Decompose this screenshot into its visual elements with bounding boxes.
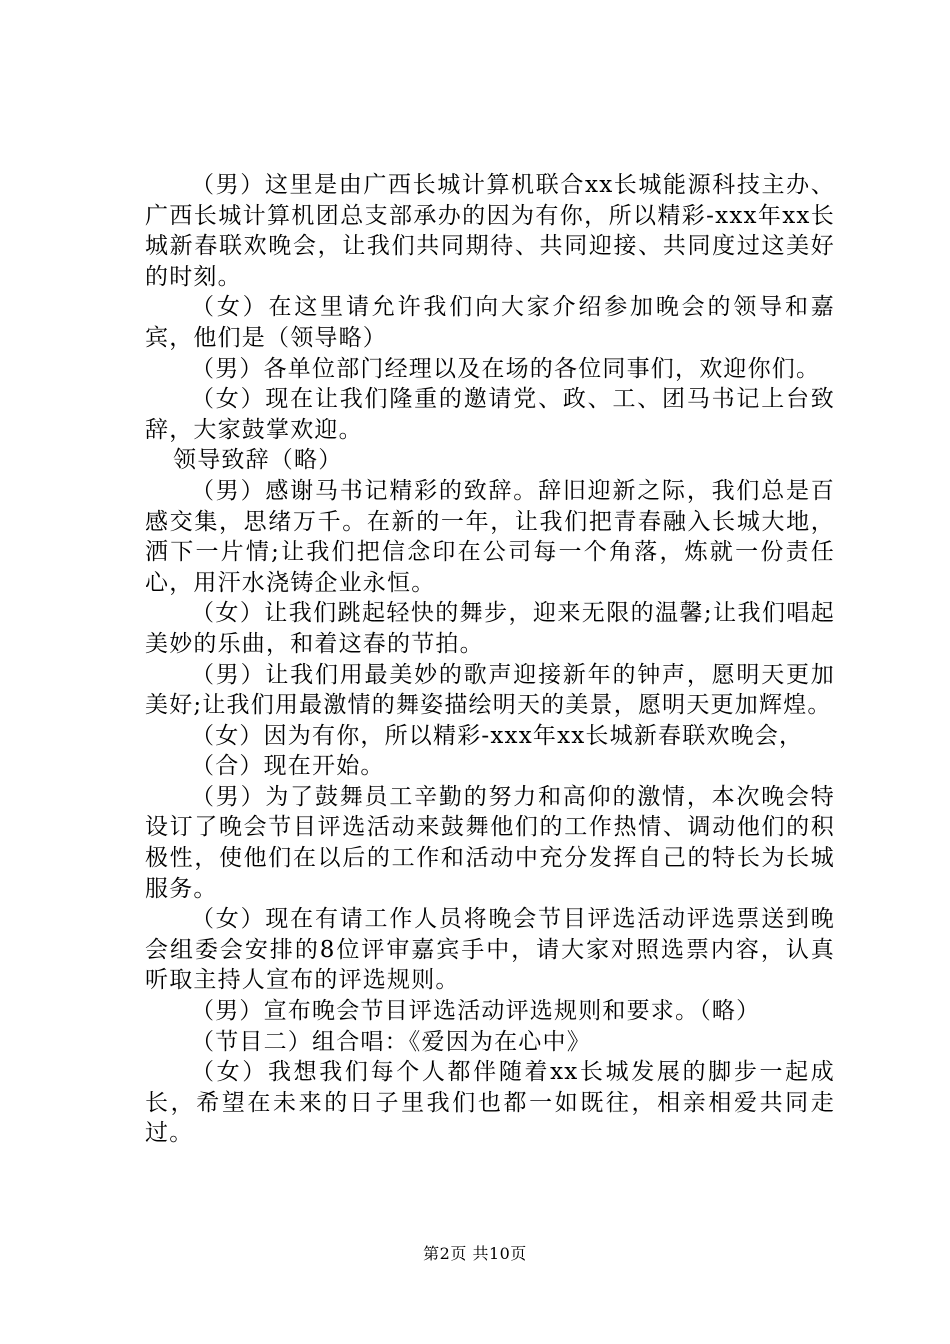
paragraph-welcome-male: （男）各单位部门经理以及在场的各位同事们，欢迎你们。 [191, 355, 821, 382]
paragraph-invite-female: （女）现在让我们隆重的邀请党、政、工、团马书记上台致辞，大家鼓掌欢迎。 [145, 386, 835, 443]
paragraph-ballots-female: （女）现在有请工作人员将晚会节目评选活动评选票送到晚会组委会安排的8位评审嘉宾手中，请大家对照选票内容，认真听取主持人宣布的评选规则。 [145, 906, 835, 994]
paragraph-program-two: （节目二）组合唱：《爱因为在心中》 [191, 1028, 591, 1055]
paragraph-together-start: （合）现在开始。 [191, 753, 385, 780]
paragraph-thanks-male: （男）感谢马书记精彩的致辞。辞旧迎新之际，我们总是百感交集，思绪万千。在新的一年，让我们把青春融入长城大地，洒下一片情;让我们把信念印在公司每一个角落，炼就一份责任心，用汗水浇铸企业永恒。 [145, 477, 835, 596]
paragraph-guests-female: （女）在这里请允许我们向大家介绍参加晚会的领导和嘉宾，他们是（领导略） [145, 294, 835, 351]
page-footer: 第2页 共10页 [423, 1244, 527, 1263]
paragraph-leader-speech: 领导致辞（略） [173, 447, 343, 474]
paragraph-evaluation-male: （男）为了鼓舞员工辛勤的努力和高仰的激情，本次晚会特设订了晚会节目评选活动来鼓舞他们的工作热情、调动他们的积极性，使他们在以后的工作和活动中充分发挥自己的特长为长城服务。 [145, 783, 835, 902]
paragraph-rules-male: （男）宣布晚会节目评选活动评选规则和要求。（略） [191, 998, 761, 1025]
paragraph-gala-female: （女）因为有你，所以精彩-xxx年xx长城新春联欢晚会， [191, 722, 804, 749]
paragraph-intro-male: （男）这里是由广西长城计算机联合xx长城能源科技主办、广西长城计算机团总支部承办的因为有你，所以精彩-xxx年xx长城新春联欢晚会，让我们共同期待、共同迎接、共同度过这美好的时刻。 [145, 172, 835, 290]
paragraph-song-male: （男）让我们用最美妙的歌声迎接新年的钟声，愿明天更加美好;让我们用最激情的舞姿描绘明天的美景，愿明天更加辉煌。 [145, 661, 835, 719]
paragraph-dance-female: （女）让我们跳起轻快的舞步，迎来无限的温馨;让我们唱起美妙的乐曲，和着这春的节拍。 [145, 600, 835, 657]
document-body [145, 170, 835, 1149]
paragraph-closing-female: （女）我想我们每个人都伴随着xx长城发展的脚步一起成长，希望在未来的日子里我们也都一如既往，相亲相爱共同走过。 [145, 1059, 835, 1147]
